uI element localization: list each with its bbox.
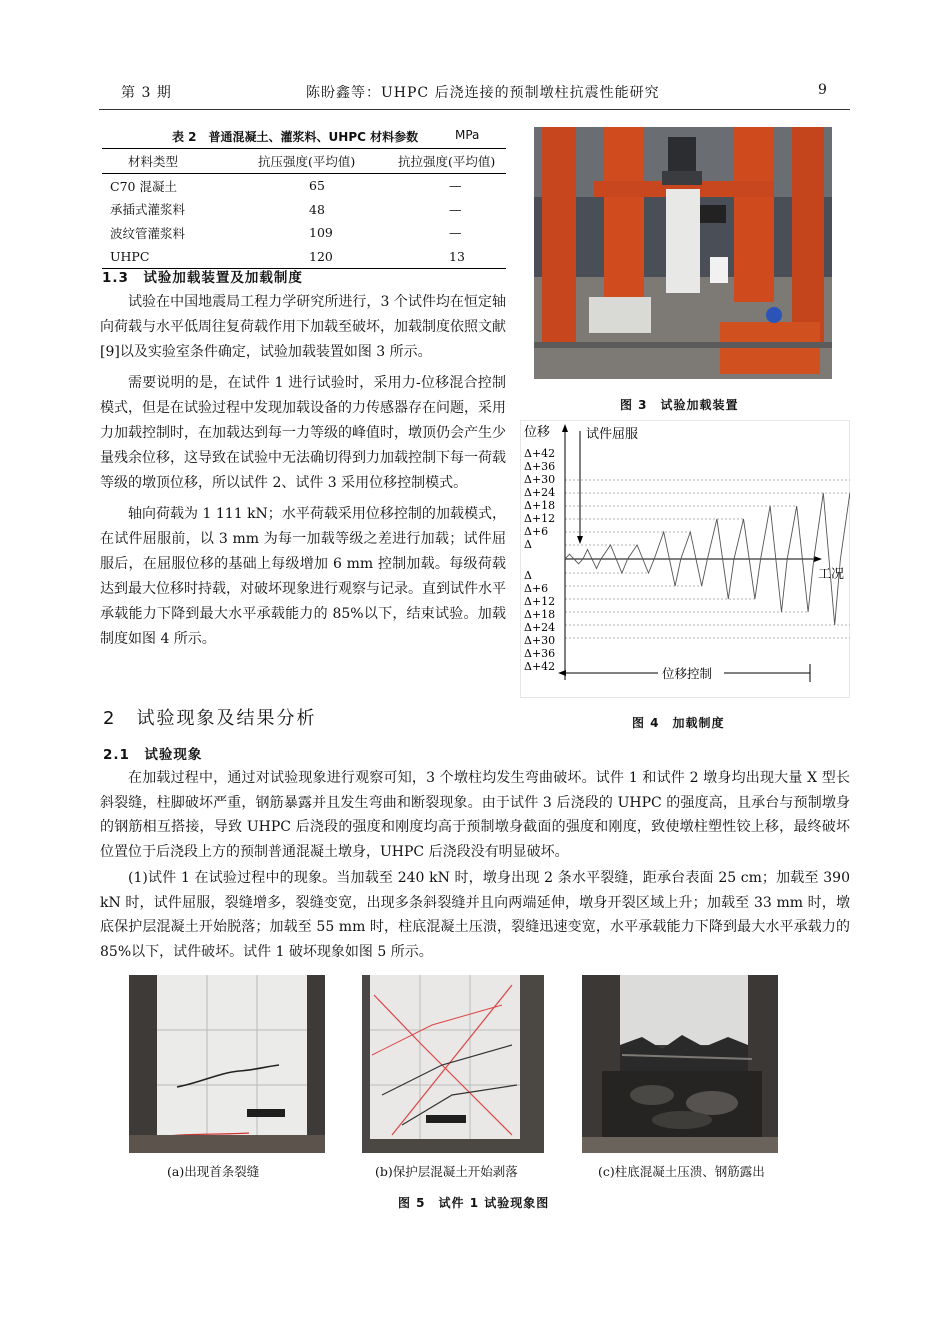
y-tick-label: Δ+12	[524, 595, 556, 608]
table2-col-header: 材料类型	[128, 154, 179, 169]
control-annotation: 位移控制	[662, 666, 713, 681]
table-cell: 13	[449, 248, 465, 264]
crushing-image	[582, 975, 778, 1153]
y-tick-label: Δ+24	[524, 486, 556, 499]
fig3-caption: 图 3 试验加载装置	[620, 398, 739, 412]
table2	[102, 148, 506, 269]
y-tick-label: Δ+18	[524, 608, 556, 621]
table2-header-row	[102, 149, 506, 174]
fig5c-subcaption: (c)柱底混凝土压溃、钢筋露出	[598, 1164, 765, 1179]
table-cell: —	[449, 178, 462, 194]
table2-title: 表 2 普通混凝土、灌浆料、UHPC 材料参数	[172, 130, 419, 144]
fig4-caption: 图 4 加载制度	[632, 716, 725, 730]
y-tick-label: Δ+42	[524, 447, 556, 460]
table-cell: 109	[309, 225, 333, 241]
page-number: 9	[818, 82, 828, 98]
y-tick-label: Δ+42	[524, 660, 556, 673]
table-cell: —	[449, 225, 462, 241]
spalling-image	[362, 975, 544, 1153]
table-cell: 65	[309, 178, 325, 194]
table2-col-header: 抗压强度(平均值)	[258, 154, 356, 169]
section-2-body	[100, 766, 850, 964]
fig3-photo	[534, 127, 832, 379]
section-1-3-body	[100, 290, 506, 652]
paragraph: 需要说明的是，在试件 1 进行试验时，采用力-位移混合控制模式，但是在试验过程中发现加载设备的力传感器存在问题，采用力加载控制时，在加载达到每一力等级的峰值时，墩顶仍会产生少量残余位移，这导致在试验中无法确切得到力加载控制下每一荷载等级的墩顶位移，所以试件 2、试件 3 采用位移控制模式。	[100, 375, 506, 491]
table-cell: 48	[309, 201, 325, 217]
x-axis-label: 工况	[818, 567, 845, 582]
paragraph: (1)试件 1 在试验过程中的现象。当加载至 240 kN 时，墩身出现 2 条水平裂缝，距承台表面 25 cm；加载至 390 kN 时，试件屈服，裂缝增多，裂缝变宽，出现多条斜裂缝并且向两端延伸，墩身开裂区域上升；加载至 33 mm 时，墩底保护层混凝土开始脱落；加载至 55 mm 时，柱底混凝土压溃，裂缝迅速变宽，水平承载能力下降到最大水平承载力的 85%以下，试件破坏。试件 1 破坏现象如图 5 所示。	[100, 870, 850, 960]
paragraph: 轴向荷载为 1 111 kN；水平荷载采用位移控制的加载模式，在试件屈服前，以 3 mm 为每一加载等级之差进行加载；试件屈服后，在屈服位移的基础上每级增加 6 mm 控制加载。每级荷载达到最大位移时持载，对破坏现象进行观察与记录。直到试件水平承载能力下降到最大水平承载能力的 85%以下，结束试验。加载制度如图 4 所示。	[100, 506, 506, 647]
y-tick-label: Δ+36	[524, 647, 556, 660]
issue-label: 第 3 期	[121, 85, 172, 101]
table-cell: C70 混凝土	[110, 178, 177, 194]
fig4-chart	[520, 420, 850, 698]
table-row	[102, 198, 506, 222]
test-setup-image	[534, 127, 832, 379]
table-row	[102, 221, 506, 245]
section-1-3-heading: 1.3 试验加载装置及加载制度	[102, 270, 303, 286]
y-tick-label: Δ+36	[524, 460, 556, 473]
y-tick-label: Δ	[524, 569, 532, 582]
table-cell: 波纹管灌浆料	[110, 225, 186, 241]
y-tick-label: Δ+30	[524, 473, 556, 486]
paragraph: 在加载过程中，通过对试验现象进行观察可知，3 个墩柱均发生弯曲破坏。试件 1 和试件 2 墩身均出现大量 X 型长斜裂缝，柱脚破坏严重，钢筋暴露并且发生弯曲和断裂现象。由于试件 3 后浇段的 UHPC 的强度高，且承台与预制墩身的钢筋相互搭接，导致 UHPC 后浇段的强度和刚度均高于预制墩身截面的强度和刚度，致使墩柱塑性铰上移，最终破坏位置位于后浇段上方的预制普通混凝土墩身，UHPC 后浇段没有明显破坏。	[100, 770, 850, 860]
table-row	[102, 174, 506, 198]
y-tick-label: Δ+30	[524, 634, 556, 647]
header-rule	[99, 109, 850, 110]
table2-unit: MPa	[455, 128, 480, 142]
paragraph: 试验在中国地震局工程力学研究所进行，3 个试件均在恒定轴向荷载与水平低周往复荷载作用下加载至破坏，加载制度依照文献[9]以及实验室条件确定，试验加载装置如图 3 所示。	[100, 294, 506, 360]
table-cell: —	[449, 201, 462, 217]
fig5b-subcaption: (b)保护层混凝土开始剥落	[375, 1164, 518, 1179]
table-cell: 120	[309, 248, 333, 264]
y-axis-label: 位移	[524, 425, 551, 440]
y-tick-label: Δ+6	[524, 525, 549, 538]
first-crack-image	[129, 975, 325, 1153]
table-row	[102, 245, 506, 269]
running-title: 陈盼鑫等：UHPC 后浇连接的预制墩柱抗震性能研究	[306, 85, 660, 101]
fig5a-photo	[129, 975, 325, 1153]
yield-annotation: 试件屈服	[586, 427, 639, 442]
loading-protocol-chart	[520, 420, 850, 698]
y-tick-label: Δ+12	[524, 512, 556, 525]
section-2-heading: 2 试验现象及结果分析	[103, 708, 317, 729]
y-tick-label: Δ+18	[524, 499, 556, 512]
y-tick-label: Δ+6	[524, 582, 549, 595]
table-cell: UHPC	[110, 248, 150, 264]
y-tick-label: Δ+24	[524, 621, 556, 634]
y-tick-label: Δ	[524, 538, 532, 551]
fig5b-photo	[362, 975, 544, 1153]
fig5c-photo	[582, 975, 778, 1153]
fig5-caption: 图 5 试件 1 试验现象图	[398, 1196, 550, 1210]
table2-col-header: 抗拉强度(平均值)	[398, 154, 496, 169]
section-2-1-heading: 2.1 试验现象	[103, 747, 203, 763]
fig5a-subcaption: (a)出现首条裂缝	[167, 1164, 260, 1179]
table-cell: 承插式灌浆料	[110, 202, 186, 218]
